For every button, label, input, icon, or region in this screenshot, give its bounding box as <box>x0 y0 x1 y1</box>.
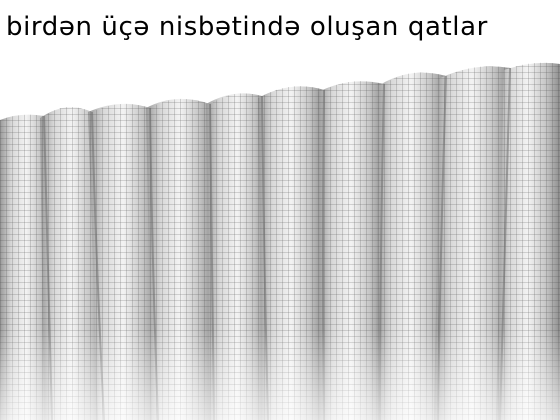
caption-text: birdən üçə nisbətində oluşan qatlar <box>6 12 488 42</box>
bottom-fade <box>0 60 560 420</box>
